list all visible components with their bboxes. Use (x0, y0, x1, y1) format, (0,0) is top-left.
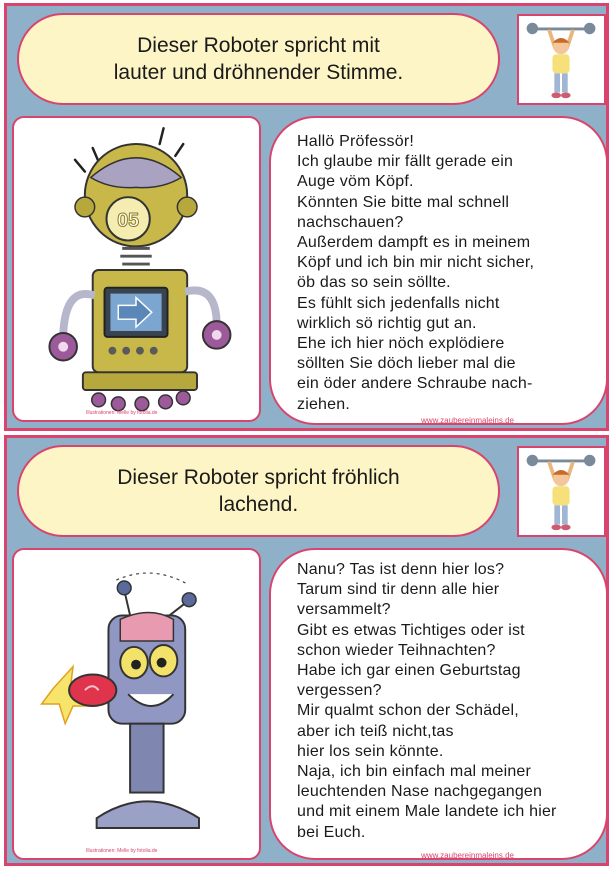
robot-illustration-box (12, 548, 261, 860)
robot-illustration-box (12, 116, 261, 422)
text-line: leuchtenden Nase nachgegangen (297, 783, 543, 801)
text-line: söllten Sie döch lieber mal die (297, 355, 516, 373)
text-line: schon wieder Teihnachten? (297, 641, 496, 659)
weightlifter-icon (519, 448, 604, 535)
text-line: Tarum sind tir denn alle hier (297, 581, 500, 599)
task-card-1 (4, 3, 609, 431)
text-line: Auge vöm Köpf. (297, 173, 414, 191)
website-url: www.zaubereinmaleins.de (421, 416, 514, 425)
card-title: Dieser Roboter spricht fröhlich lachend. (17, 445, 500, 537)
robot-illustration (14, 118, 259, 420)
illustration-credit: Illustrationen: Melle by fotolia.de (86, 848, 158, 854)
text-line: Ehe ich hier nöch explödiere (297, 335, 505, 353)
text-line: wirklich sö richtig gut an. (297, 314, 477, 332)
text-line: nachschauen? (297, 213, 404, 231)
text-line: Nanu? Tas ist denn hier los? (297, 561, 505, 578)
text-line: und mit einem Male landete ich hier (297, 803, 557, 821)
text-line: Habe ich gar einen Geburtstag (297, 662, 521, 680)
text-line: Außerdem dampft es in meinem (297, 234, 531, 252)
card-title: Dieser Roboter spricht mit lauter und dröhnender Stimme. (17, 13, 500, 105)
illustration-credit: Illustrationen: Melle by fotolia.de (86, 410, 158, 416)
text-line: aber ich teiß nicht,tas (297, 722, 454, 740)
text-line: Mir qualmt schon der Schädel, (297, 702, 519, 720)
text-line: Köpf und ich bin mir nicht sicher, (297, 254, 535, 272)
text-line: vergessen? (297, 682, 382, 700)
text-line: ein öder andere Schraube nach- (297, 375, 533, 393)
text-line: Es fühlt sich jedenfalls nicht (297, 294, 500, 312)
weightlifter-icon (519, 16, 604, 103)
laughing-robot-illustration (14, 550, 259, 858)
text-line: ziehen. (297, 395, 350, 413)
task-card-2 (4, 435, 609, 866)
speech-text (297, 560, 594, 843)
text-line: bei Euch. (297, 823, 366, 841)
robot-number: 05 (117, 209, 140, 232)
text-line: hier los sein könnte. (297, 742, 444, 760)
text-line: versammelt? (297, 601, 391, 619)
text-line: Hallö Pröfessör! (297, 133, 415, 150)
text-line: Gibt es etwas Tichtiges oder ist (297, 621, 525, 639)
speech-text (297, 132, 594, 415)
text-line: Naja, ich bin einfach mal meiner (297, 763, 532, 781)
weightlifter-thumbnail (517, 446, 606, 537)
text-line: öb das so sein söllte. (297, 274, 451, 292)
speech-text-box (269, 548, 608, 860)
weightlifter-thumbnail (517, 14, 606, 105)
website-url: www.zaubereinmaleins.de (421, 851, 514, 860)
text-line: Ich glaube mir fällt gerade ein (297, 153, 514, 171)
speech-text-box (269, 116, 608, 425)
text-line: Könnten Sie bitte mal schnell (297, 193, 510, 211)
